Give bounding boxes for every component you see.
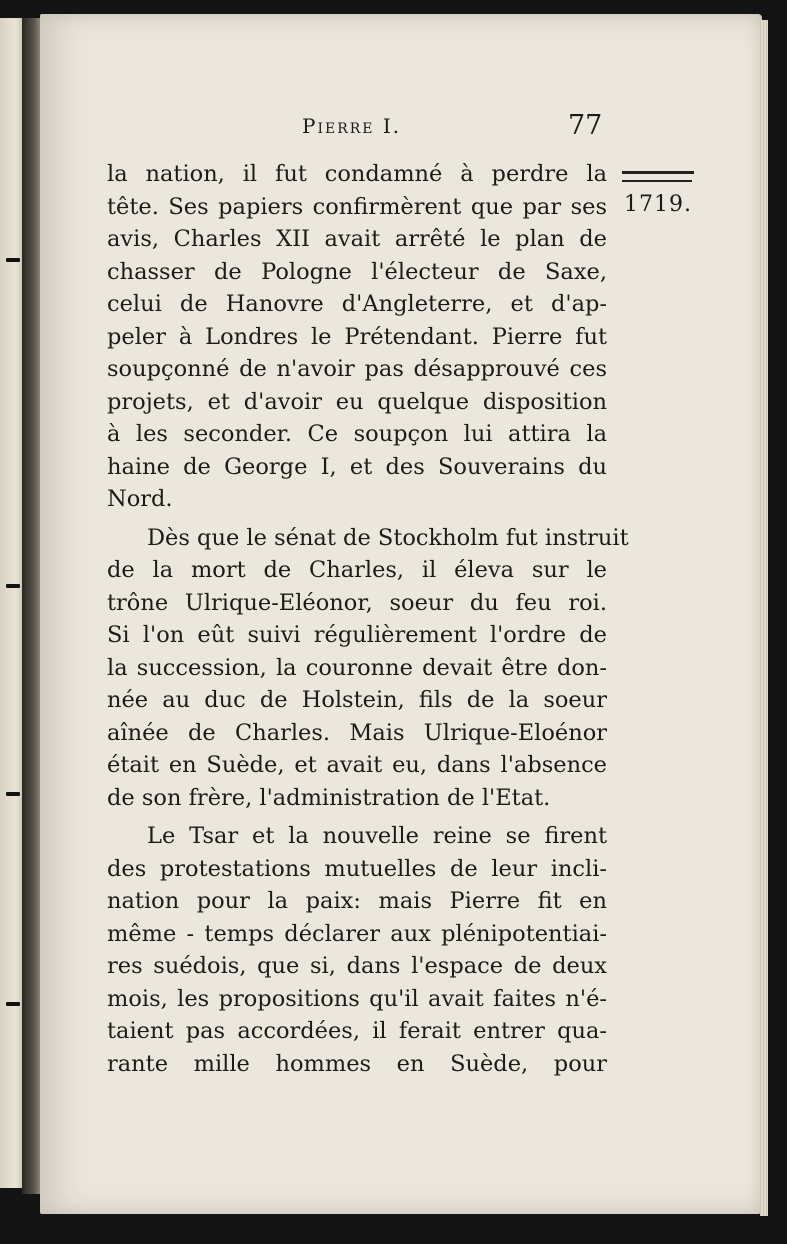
page-header xyxy=(40,110,762,150)
binding-mark xyxy=(6,1002,20,1006)
text-line: rante mille hommes en Suède, pour xyxy=(107,1050,607,1077)
text-line: tête. Ses papiers confirmèrent que par ses xyxy=(107,193,607,220)
text-line: de la mort de Charles, il éleva sur le xyxy=(107,557,607,583)
text-line: née au duc de Holstein, fils de la soeur xyxy=(107,687,607,713)
binding-mark xyxy=(6,584,20,588)
text-line: même - temps déclarer aux plénipotentiai- xyxy=(107,920,607,947)
text-line: Nord. xyxy=(107,486,173,512)
text-line: la succession, la couronne devait être don- xyxy=(107,654,607,681)
text-line: de son frère, l'administration de l'Etat. xyxy=(107,784,551,811)
page-number: 77 xyxy=(568,110,603,141)
text-line: celui de Hanovre d'Angleterre, et d'ap- xyxy=(107,291,607,317)
text-line: projets, et d'avoir eu quelque disposition xyxy=(107,388,607,415)
text-line: nation pour la paix: mais Pierre fit en xyxy=(107,888,607,914)
text-line: soupçonné de n'avoir pas désapprouvé ces xyxy=(107,356,607,382)
text-line: des protestations mutuelles de leur incli- xyxy=(107,855,607,882)
binding-mark xyxy=(6,258,20,262)
text-line: peler à Londres le Prétendant. Pierre fut xyxy=(107,323,607,350)
text-line: Le Tsar et la nouvelle reine se firent xyxy=(147,823,607,849)
body-text xyxy=(107,158,629,1080)
facing-page-edge xyxy=(0,18,23,1188)
text-line: haine de George I, et des Souverains du xyxy=(107,453,607,480)
text-line: Si l'on eût suivi régulièrement l'ordre de xyxy=(107,622,607,648)
margin-rule xyxy=(622,171,694,174)
binding-mark xyxy=(6,792,20,796)
text-line: taient pas accordées, il ferait entrer qua- xyxy=(107,1018,607,1044)
text-line: la nation, il fut condamné à perdre la xyxy=(107,161,607,187)
text-line: trône Ulrique-Eléonor, soeur du feu roi. xyxy=(107,589,607,616)
margin-date-note: 1719. xyxy=(624,192,692,217)
running-title: Pierre I. xyxy=(302,114,402,138)
book-page xyxy=(40,14,762,1214)
text-line: Dès que le sénat de Stockholm fut instruit xyxy=(147,524,629,551)
page-block-edge xyxy=(760,20,768,1216)
margin-rule xyxy=(622,180,692,182)
text-line: avis, Charles XII avait arrêté le plan de xyxy=(107,226,607,252)
text-line: était en Suède, et avait eu, dans l'absence xyxy=(107,752,607,778)
text-line: chasser de Pologne l'électeur de Saxe, xyxy=(107,258,607,285)
text-line: mois, les propositions qu'il avait faites n'é- xyxy=(107,985,607,1012)
text-line: à les seconder. Ce soupçon lui attira la xyxy=(107,421,607,447)
book-gutter xyxy=(22,18,42,1194)
text-line: res suédois, que si, dans l'espace de deux xyxy=(107,953,607,979)
text-line: aînée de Charles. Mais Ulrique-Eloénor xyxy=(107,719,607,746)
